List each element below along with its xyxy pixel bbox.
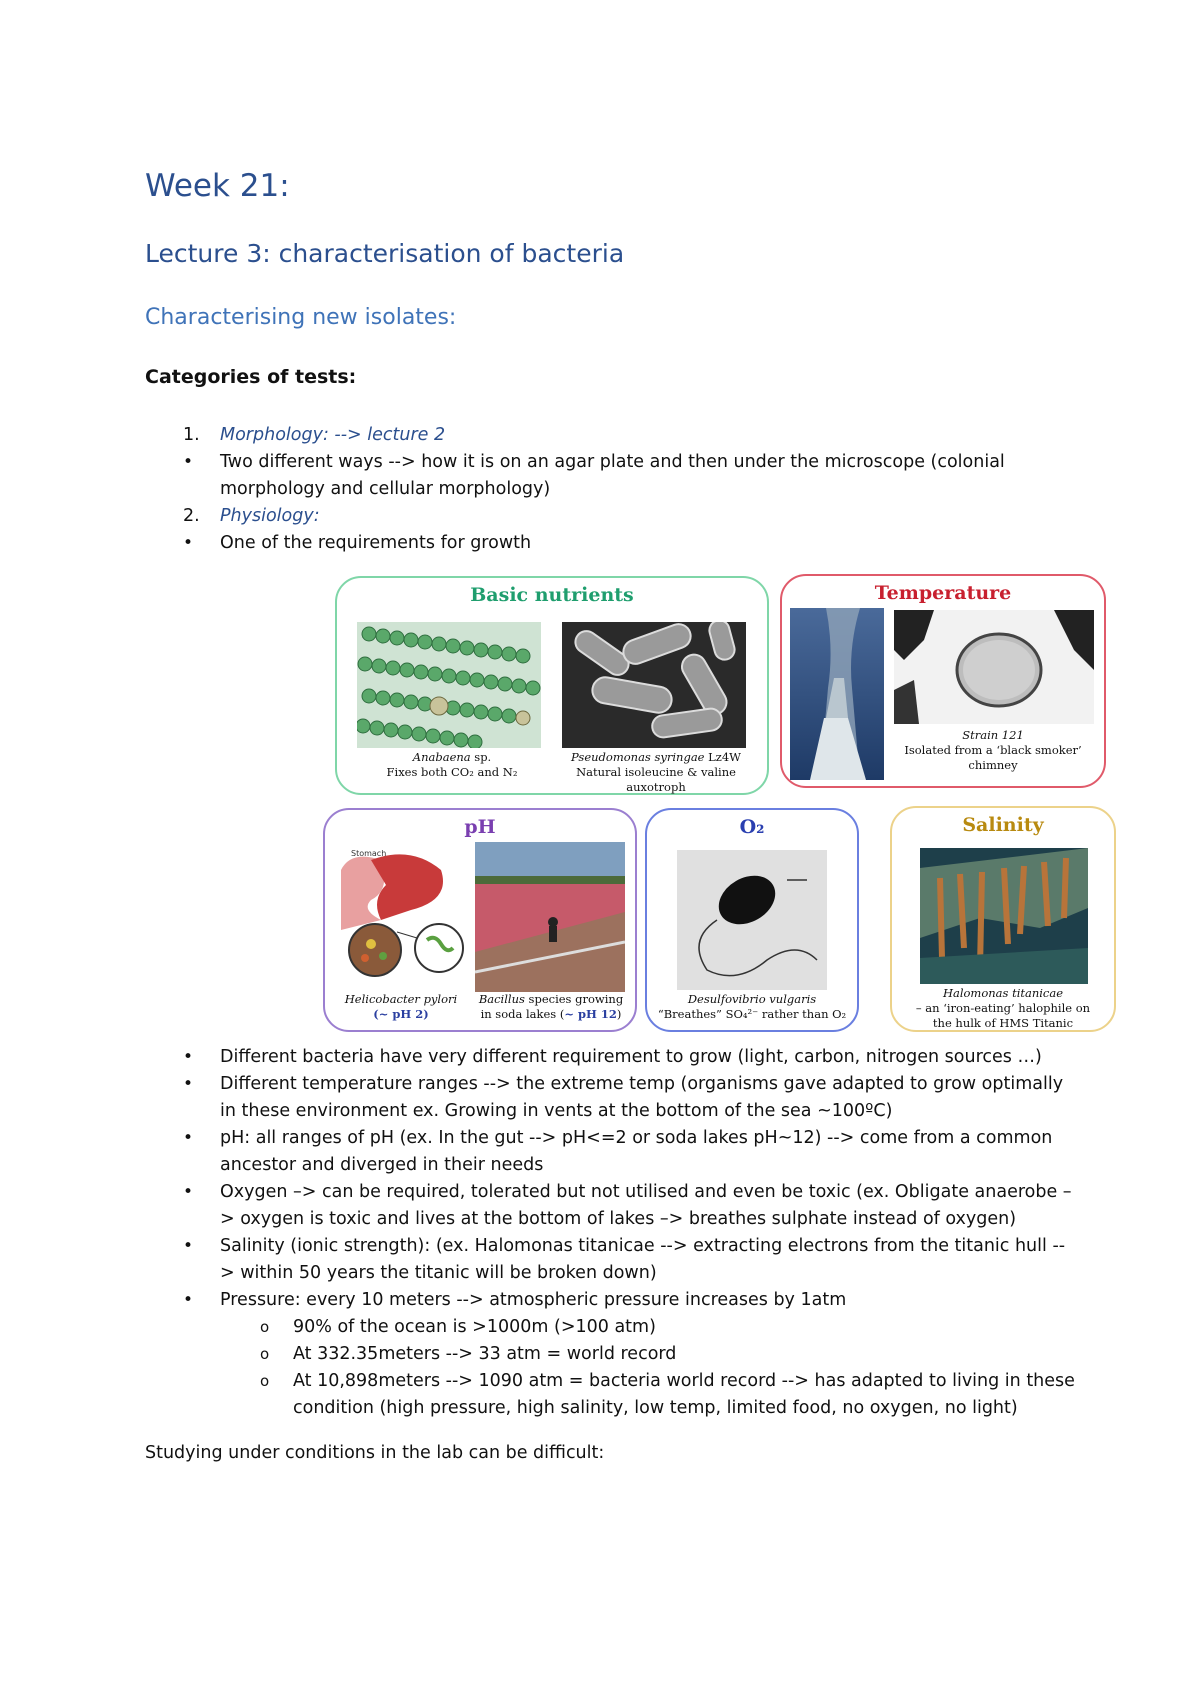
salinity-panel xyxy=(890,806,1116,1032)
bullet-icon: • xyxy=(183,1236,194,1256)
strain-121-caption: Strain 121 Isolated from a ‘black smoker’ chimney xyxy=(904,728,1082,772)
black-smoker-photo xyxy=(790,608,884,780)
bullet-icon: • xyxy=(183,1128,194,1148)
desulfovibrio-micrograph xyxy=(677,850,827,990)
sub-bullet-text: At 332.35meters --> 33 atm = world record xyxy=(293,1344,677,1364)
pseudomonas-caption: Pseudomonas syringae Lz4W Natural isoleucine & valine auxotroph xyxy=(571,750,741,794)
bullet-icon: • xyxy=(183,1047,194,1067)
page-title: Week 21: xyxy=(145,168,290,204)
bullet-icon: • xyxy=(183,1290,194,1310)
sub-list-item xyxy=(145,1341,1075,1368)
list-item xyxy=(145,530,1075,557)
halomonas-caption: Halomonas titanicae – an ‘iron-eating’ halophile on the hulk of HMS Titanic xyxy=(915,986,1091,1030)
oxygen-panel xyxy=(645,808,859,1032)
panel-title: Salinity xyxy=(962,814,1044,836)
list-item xyxy=(145,1179,1075,1233)
panel-title: O₂ xyxy=(739,816,765,838)
bullet-text: Different temperature ranges --> the extreme temp (organisms gave adapted to grow optimally in these environment ex. Growing in vents at the bottom of the sea ~100ºC) xyxy=(220,1074,1064,1121)
bullet-text: Oxygen –> can be required, tolerated but not utilised and even be toxic (ex. Obligate anaerobe –> oxygen is toxic and lives at the bottom of lakes –> breathes sulphate instead of oxygen) xyxy=(220,1182,1072,1229)
stomach-diagram xyxy=(331,840,471,990)
requirements-list xyxy=(145,1044,1075,1467)
categories-list xyxy=(145,422,1075,557)
bullet-text: Different bacteria have very different requirement to grow (light, carbon, nitrogen sources …) xyxy=(220,1047,1042,1067)
bullet-text: One of the requirements for growth xyxy=(220,533,532,553)
ph-panel xyxy=(323,808,637,1032)
list-item-text: Morphology: --> lecture 2 xyxy=(220,425,446,445)
list-item xyxy=(145,1287,1075,1314)
sub-bullet-text: 90% of the ocean is >1000m (>100 atm) xyxy=(293,1317,656,1337)
sub-bullet-text: At 10,898meters --> 1090 atm = bacteria world record --> has adapted to living in these condition (high pressure, high salinity, low temp, limited food, no oxygen, no light) xyxy=(293,1371,1075,1418)
circle-bullet-icon: o xyxy=(260,1318,270,1336)
list-item xyxy=(145,1071,1075,1125)
sub-list-item xyxy=(145,1368,1075,1422)
panel-title: pH xyxy=(464,816,496,838)
list-item-text: Physiology: xyxy=(220,506,320,526)
stomach-label: Stomach xyxy=(351,849,387,858)
anabaena-micrograph xyxy=(357,622,541,748)
list-item xyxy=(145,1044,1075,1071)
bullet-icon: • xyxy=(183,1182,194,1202)
bullet-text: pH: all ranges of pH (ex. In the gut --> pH<=2 or soda lakes pH~12) --> come from a common ancestor and diverged in their needs xyxy=(220,1128,1053,1175)
panel-title: Basic nutrients xyxy=(470,584,634,606)
bullet-text: Salinity (ionic strength): (ex. Halomonas titanicae --> extracting electrons from the titanic hull --> within 50 years the titanic will be broken down) xyxy=(220,1236,1066,1283)
soda-lake-photo xyxy=(475,842,625,992)
titanic-hull-photo xyxy=(920,848,1088,984)
list-item xyxy=(145,1125,1075,1179)
growth-requirements-figure xyxy=(318,568,1124,1033)
bullet-text: Pressure: every 10 meters --> atmospheric pressure increases by 1atm xyxy=(220,1290,847,1310)
list-item xyxy=(145,449,1075,503)
bullet-text: Two different ways --> how it is on an agar plate and then under the microscope (colonial morphology and cellular morphology) xyxy=(220,452,1005,499)
bullet-icon: • xyxy=(183,452,194,472)
closing-paragraph: Studying under conditions in the lab can be difficult: xyxy=(145,1443,605,1463)
helicobacter-caption: Helicobacter pylori (~ pH 2) xyxy=(344,992,458,1021)
anabaena-caption: Anabaena sp. Fixes both CO₂ and N₂ xyxy=(386,750,518,779)
categories-heading: Categories of tests: xyxy=(145,366,357,388)
circle-bullet-icon: o xyxy=(260,1372,270,1390)
circle-bullet-icon: o xyxy=(260,1345,270,1363)
list-item xyxy=(145,1233,1075,1287)
panel-title: Temperature xyxy=(874,582,1012,604)
sub-list-item xyxy=(145,1314,1075,1341)
list-number: 2. xyxy=(183,506,200,526)
bullet-icon: • xyxy=(183,1074,194,1094)
temperature-panel xyxy=(780,574,1106,788)
list-item-morphology xyxy=(145,422,1075,449)
section-heading: Characterising new isolates: xyxy=(145,305,457,330)
strain-121-micrograph xyxy=(894,610,1094,724)
list-number: 1. xyxy=(183,425,200,445)
bullet-icon: • xyxy=(183,533,194,553)
desulfovibrio-caption: Desulfovibrio vulgaris “Breathes” SO₄²⁻ rather than O₂ xyxy=(657,992,847,1021)
lecture-heading: Lecture 3: characterisation of bacteria xyxy=(145,239,625,268)
list-item-physiology xyxy=(145,503,1075,530)
basic-nutrients-panel xyxy=(335,576,769,795)
pseudomonas-micrograph xyxy=(562,622,746,748)
bacillus-caption: Bacillus species growing in soda lakes (~ pH 12) xyxy=(478,992,624,1021)
